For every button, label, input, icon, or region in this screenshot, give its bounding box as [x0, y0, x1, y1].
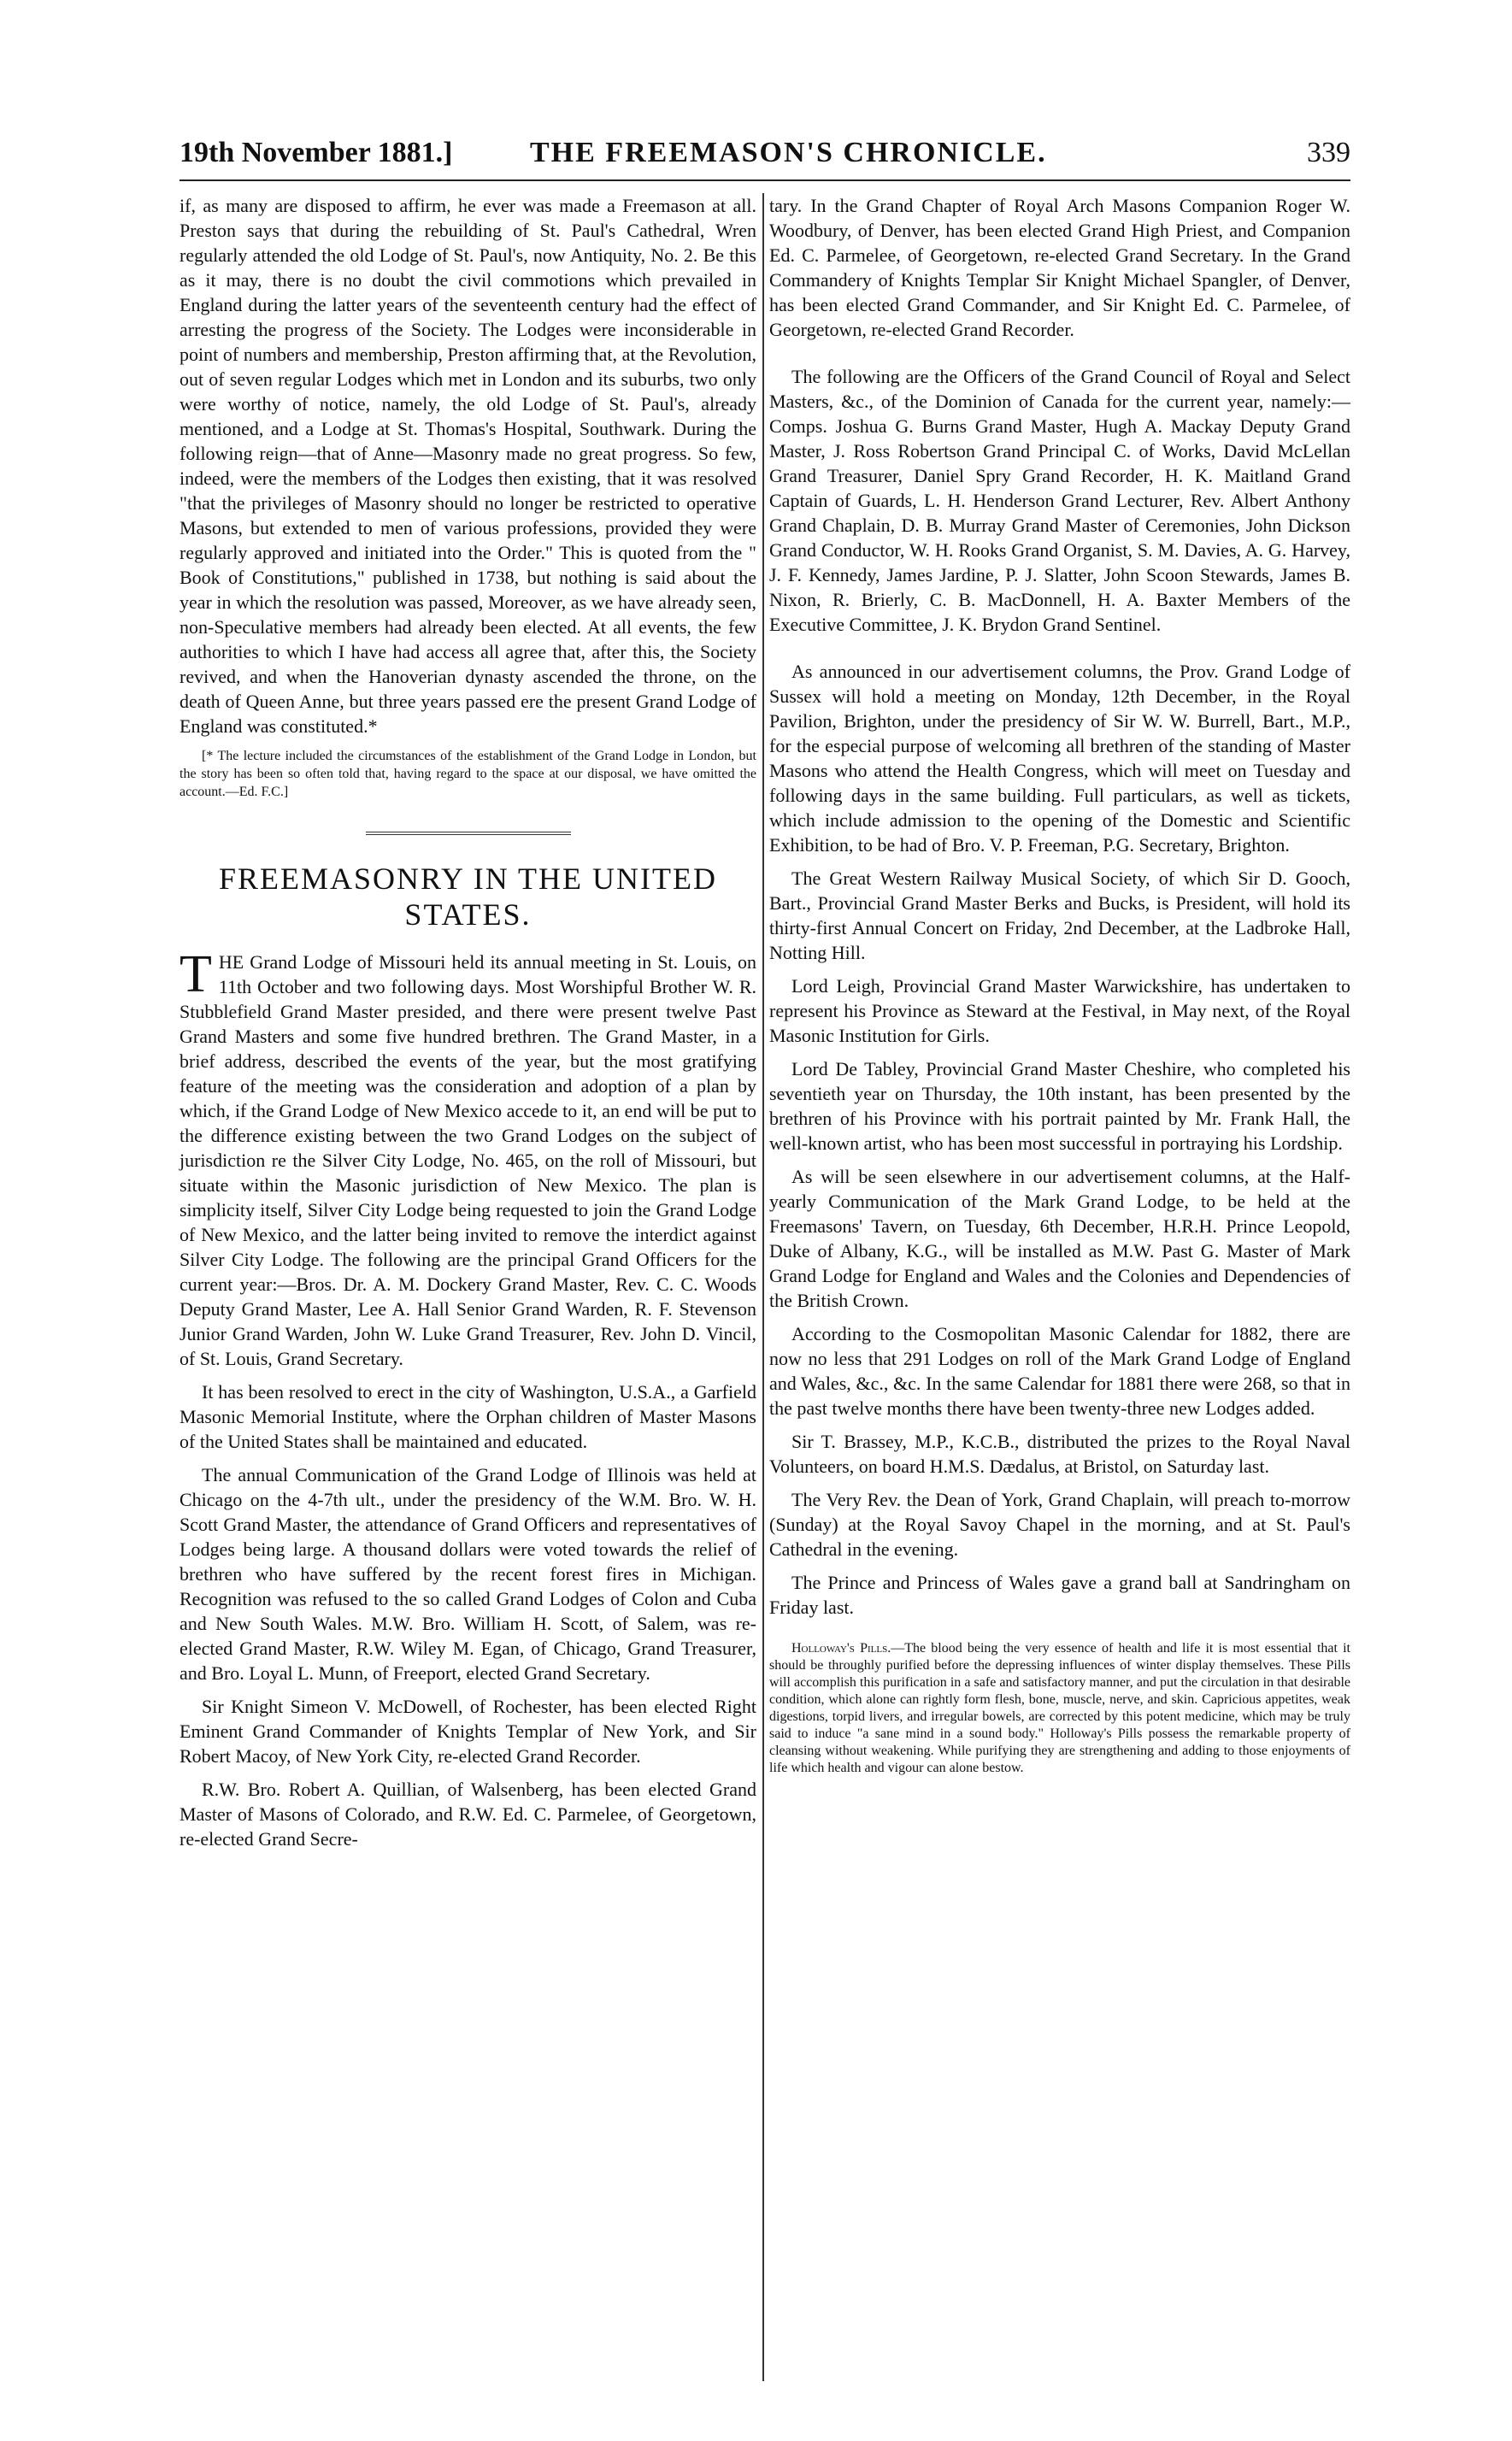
paragraph: According to the Cosmopolitan Masonic Calendar for 1882, there are now no less that 291 Lodges on roll of the Mark Grand Lodge of England and Wales, &c., &c. In the same Calendar for 1881 there were 268, so that in the past twelve months there have been twenty-three new Lodges added.	[769, 1323, 1350, 1419]
paragraph: R.W. Bro. Robert A. Quillian, of Walsenberg, has been elected Grand Master of Masons of Colorado, and R.W. Ed. C. Parmelee, of Georgetown, re-elected Grand Secre-	[179, 1779, 756, 1850]
paragraph: Lord De Tabley, Provincial Grand Master Cheshire, who completed his seventieth year on Thursday, the 10th instant, has been presented by the brethren of his Province with his portrait painted by Mr. Frank Hall, the well-known artist, who has been most successful in portraying his Lordship.	[769, 1058, 1350, 1154]
drop-cap: T	[179, 945, 212, 1003]
article-heading: FREEMASONRY IN THE UNITED STATES.	[218, 862, 717, 932]
paragraph-text: HE Grand Lodge of Missouri held its annual meeting in St. Louis, on 11th October and two following days. Most Worshipful Brother W. R. Stubblefield Grand Master presided, and there were present twelve Past Grand Masters and some five hundred brethren. The Grand Master, in a brief address, described the events of the year, but the most gratifying feature of the meeting was the consideration and adoption of a plan by which, if the Grand Lodge of New Mexico accede to it, an end will be put to the difference existing between the two Grand Lodges on the subject of jurisdiction re the Silver City Lodge, No. 465, on the roll of Missouri, but situate within the Masonic jurisdiction of New Mexico. The plan is simplicity itself, Silver City Lodge being requested to join the Grand Lodge of New Mexico, and the latter being invited to remove the interdict against Silver City Lodge. The following are the principal Grand Officers for the current year:—Bros. Dr. A. M. Dockery Grand Master, Rev. C. C. Woods Deputy Grand Master, Lee A. Hall Senior Grand Warden, R. F. Stevenson Junior Grand Warden, John W. Luke Grand Treasurer, Rev. John D. Vincil, of St. Louis, Grand Secretary.	[179, 951, 756, 1369]
paragraph: As announced in our advertisement columns, the Prov. Grand Lodge of Sussex will hold a meeting on Monday, 12th December, in the Royal Pavilion, Brighton, under the presidency of Sir W. W. Burrell, Bart., M.P., for the especial purpose of welcoming all brethren of the standing of Master Masons who attend the Health Congress, which will meet on Tuesday and following days in the same building. Full particulars, as well as tickets, which include admission to the opening of the Domestic and Scientific Exhibition, to be had of Bro. V. P. Freeman, P.G. Secretary, Brighton.	[769, 661, 1350, 856]
right-column	[769, 193, 1350, 1785]
column-divider	[762, 193, 764, 2381]
paragraph: Lord Leigh, Provincial Grand Master Warwickshire, has undertaken to represent his Province as Steward at the Festival, in May next, of the Royal Masonic Institution for Girls.	[769, 975, 1350, 1046]
left-column	[179, 193, 756, 1860]
paragraph: As will be seen elsewhere in our advertisement columns, at the Half-yearly Communication of the Mark Grand Lodge, to be held at the Freemasons' Tavern, on Tuesday, 6th December, H.R.H. Prince Leopold, Duke of Albany, K.G., will be installed as M.W. Past G. Master of Mark Grand Lodge for England and Wales and the Colonies and Dependencies of the British Crown.	[769, 1166, 1350, 1311]
header-rule	[179, 179, 1350, 181]
editor-footnote: [* The lecture included the circumstances of the establishment of the Grand Lodge in London, but the story has been so often told that, having regard to the space at our disposal, we have omitted the account.—Ed. F.C.]	[179, 749, 756, 799]
issue-date: 19th November 1881.]	[179, 137, 453, 168]
paragraph: tary. In the Grand Chapter of Royal Arch Masons Companion Roger W. Woodbury, of Denver, has been elected Grand High Priest, and Companion Ed. C. Parmelee, of Georgetown, re-elected Grand Secretary. In the Grand Commandery of Knights Templar Sir Knight Michael Spangler, of Denver, has been elected Grand Commander, and Sir Knight Ed. C. Parmelee, of Georgetown, re-elected Grand Recorder.	[769, 195, 1350, 340]
advertisement-text: —The blood being the very essence of health and life it is most essential that it should be throughly purified before the depressing influences of winter display themselves. These Pills will accomplish this purification in a safe and satisfactory manner, and put the circulation in that desirable condition, which alone can rightly form flesh, bone, muscle, nerve, and skin. Capricious appetites, weak digestions, torpid livers, and irregular bowels, are corrected by this potent medicine, which may be truly said to induce "a sane mind in a sound body." Holloway's Pills possess the remarkable property of cleansing without weakening. While purifying they are strengthening and adding to those enjoyments of life which health and vigour can alone bestow.	[769, 1641, 1350, 1775]
paragraph: The Great Western Railway Musical Society, of which Sir D. Gooch, Bart., Provincial Grand Master Berks and Bucks, is President, will hold its thirty-first Annual Concert on Friday, 2nd December, at the Ladbroke Hall, Notting Hill.	[769, 868, 1350, 963]
paragraph	[179, 945, 756, 1371]
paragraph: The annual Communication of the Grand Lodge of Illinois was held at Chicago on the 4-7th ult., under the presidency of the W.M. Bro. W. H. Scott Grand Master, the attendance of Grand Officers and representatives of Lodges being large. A thousand dollars were voted towards the relief of brethren who have suffered by the recent forest fires in Michigan. Recognition was refused to the so called Grand Lodges of Colon and Cuba and New South Wales. M.W. Bro. William H. Scott, of Salem, was re-elected Grand Master, R.W. Wiley M. Egan, of Chicago, Grand Treasurer, and Bro. Loyal L. Munn, of Freeport, elected Grand Secretary.	[179, 1464, 756, 1684]
paragraph: The Prince and Princess of Wales gave a grand ball at Sandringham on Friday last.	[769, 1572, 1350, 1618]
section-separator	[366, 832, 571, 835]
paragraph: if, as many are disposed to affirm, he ever was made a Freemason at all. Preston says that during the rebuilding of St. Paul's Cathedral, Wren regularly attended the old Lodge of St. Paul's, now Antiquity, No. 2. Be this as it may, there is no doubt the civil commotions which prevailed in England during the latter years of the seventeenth century had the effect of arresting the progress of the Society. The Lodges were inconsiderable in point of numbers and membership, Preston affirming that, at the Revolution, out of seven regular Lodges which met in London and its suburbs, two only were worthy of notice, namely, the old Lodge of St. Paul's, already mentioned, and a Lodge at St. Thomas's Hospital, Southwark. During the following reign—that of Anne—Masonry made no great progress. So few, indeed, were the members of the Lodges then existing, that it was resolved "that the privileges of Masonry should no longer be restricted to operative Masons, but extended to men of various professions, provided they were regularly approved and initiated into the Order." This is quoted from the " Book of Constitutions," published in 1738, but nothing is said about the year in which the resolution was passed, Moreover, as we have already seen, non-Speculative members had already been elected. At all events, the few authorities to which I have had access all agree that, after this, the Society revived, and when the Hanoverian dynasty ascended the throne, on the death of Queen Anne, but three years passed ere the present Grand Lodge of England was constituted.*	[179, 195, 756, 737]
page-number: 339	[1307, 137, 1350, 168]
paragraph: The following are the Officers of the Grand Council of Royal and Select Masters, &c., of the Dominion of Canada for the current year, namely:—Comps. Joshua G. Burns Grand Master, Hugh A. Mackay Deputy Grand Master, J. Ross Robertson Grand Principal C. of Works, David McLellan Grand Treasurer, Daniel Spry Grand Recorder, H. K. Maitland Grand Captain of Guards, L. H. Henderson Grand Lecturer, Rev. Albert Anthony Grand Chaplain, D. B. Murray Grand Master of Ceremonies, John Dickson Grand Conductor, W. H. Rooks Grand Organist, S. M. Davies, A. G. Harvey, J. F. Kennedy, James Jardine, P. J. Slatter, John Scoon Stewards, James B. Nixon, R. Brierly, C. B. MacDonnell, H. A. Baxter Members of the Executive Committee, J. K. Brydon Grand Sentinel.	[769, 366, 1350, 635]
paragraph: Sir T. Brassey, M.P., K.C.B., distributed the prizes to the Royal Naval Volunteers, on board H.M.S. Dædalus, at Bristol, on Saturday last.	[769, 1431, 1350, 1477]
masthead-title: THE FREEMASON'S CHRONICLE.	[530, 137, 1047, 168]
paragraph: It has been resolved to erect in the city of Washington, U.S.A., a Garfield Masonic Memorial Institute, where the Orphan children of Master Masons of the United States shall be maintained and educated.	[179, 1381, 756, 1452]
advertisement	[769, 1640, 1350, 1777]
paragraph: Sir Knight Simeon V. McDowell, of Rochester, has been elected Right Eminent Grand Commander of Knights Templar of New York, and Sir Robert Macoy, of New York City, re-elected Grand Recorder.	[179, 1696, 756, 1767]
advertisement-title: Holloway's Pills.	[791, 1641, 891, 1656]
running-header	[179, 137, 1350, 178]
paragraph: The Very Rev. the Dean of York, Grand Chaplain, will preach to-morrow (Sunday) at the Royal Savoy Chapel in the morning, and at St. Paul's Cathedral in the evening.	[769, 1489, 1350, 1560]
